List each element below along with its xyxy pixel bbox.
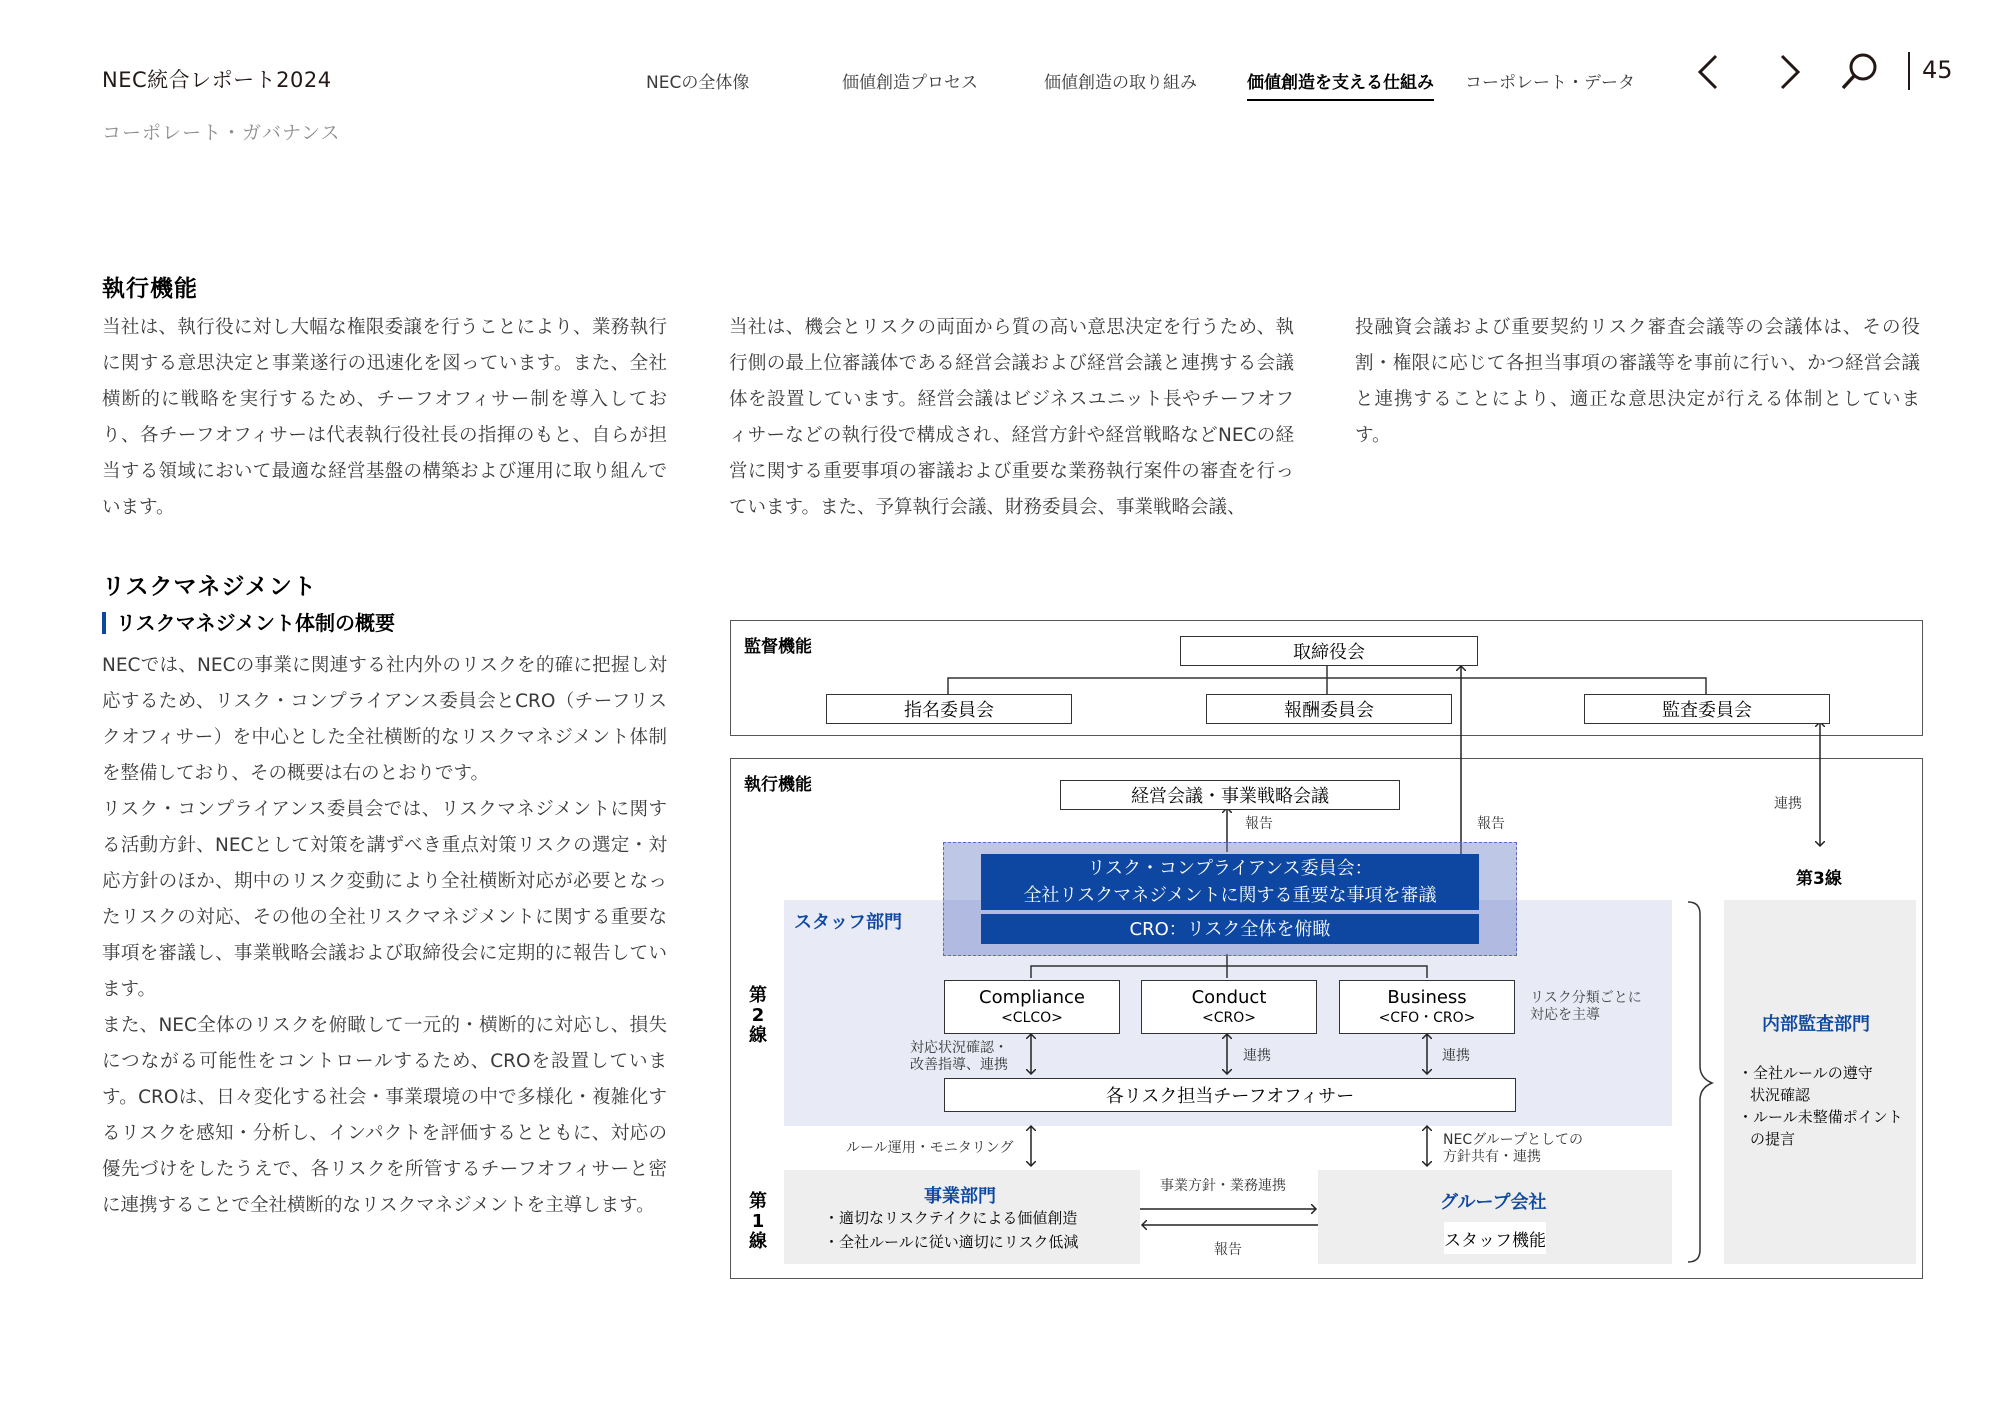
chief-officers-box: 各リスク担当チーフオフィサー — [944, 1078, 1516, 1112]
tab-supporting-mechanisms[interactable]: 価値創造を支える仕組み — [1247, 68, 1434, 101]
page-number: 45 — [1922, 56, 1953, 84]
staff-dept-label: スタッフ部門 — [794, 912, 902, 933]
renkei-business-label: 連携 — [1442, 1048, 1470, 1064]
compliance-officer: <CLCO> — [1001, 1010, 1063, 1026]
by-category-note — [1530, 990, 1642, 1024]
management-meeting-box: 経営会議・事業戦略会議 — [1060, 780, 1400, 810]
ia-bullet-1: ・全社ルールの遵守 — [1738, 1064, 1873, 1082]
execution-col3: 投融資会議および重要契約リスク審査会議等の会議体は、その役割・権限に応じて各担当事項の審議等を事前に行い、かつ経営会議と連携することにより、適正な意思決定が行える体制としています。 — [1355, 317, 1920, 446]
execution-col2: 当社は、機会とリスクの両面から質の高い意思決定を行うため、執行側の最上位審議体である経営会議および経営会議と連携する会議体を設置しています。経営会議はビジネスユニット長やチーフオフィサーなどの執行役で構成され、経営方針や経営戦略などNECの経営に関する重要事項の審議および重要な業務執行案件の審査を行っています。また、予算執行会議、財務委員会、事業戦略会議、 — [729, 317, 1294, 518]
cro-box: CRO：リスク全体を俯瞰 — [981, 914, 1479, 944]
check-2: 改善指導、連携 — [910, 1057, 1008, 1073]
second-line-label: 第 2 線 — [749, 985, 767, 1046]
nomination-committee-box: 指名委員会 — [826, 694, 1072, 724]
rule-monitoring-label: ルール運用・モニタリング — [846, 1140, 1014, 1156]
by-category-2: 対応を主導 — [1530, 1007, 1600, 1023]
ia-bullet-1b: 状況確認 — [1750, 1086, 1811, 1104]
ia-bullet-2: ・ルール未整備ポイント — [1738, 1108, 1903, 1126]
business-bullet-2: ・全社ルールに従い適切にリスク低減 — [824, 1233, 1079, 1251]
tab-nec-overview[interactable]: NECの全体像 — [646, 73, 750, 93]
risk-p2: リスク・コンプライアンス委員会では、リスクマネジメントに関する活動方針、NECとして対策を講ずべき重点対策リスクの選定・対応方針のほか、期中のリスク変動により全社横断対応が必要となったリスクの対応、その他の全社リスクマネジメントに関する重要な事項を審議し、事業戦略会議および取締役会に定期的に報告しています。 — [102, 799, 667, 1000]
compliance-box — [944, 980, 1120, 1034]
tab-value-creation-process[interactable]: 価値創造プロセス — [842, 73, 978, 93]
supervision-label: 監督機能 — [744, 637, 812, 657]
check-note — [910, 1040, 1008, 1074]
internal-audit-bullets — [1738, 1062, 1903, 1150]
business-dept-label: 事業部門 — [924, 1186, 996, 1207]
business-bullet-1: ・適切なリスクテイクによる価値創造 — [824, 1209, 1078, 1227]
audit-committee-box: 監査委員会 — [1584, 694, 1830, 724]
execution-col1: 当社は、執行役に対し大幅な権限委譲を行うことにより、業務執行に関する意思決定と事業遂行の迅速化を図っています。また、全社横断的に戦略を実行するため、チーフオフィサー制を導入しており、各チーフオフィサーは代表執行役社長の指揮のもと、自らが担当する領域において最適な経営基盤の構築および運用に取り組んでいます。 — [102, 317, 667, 518]
execution-frame-label: 執行機能 — [744, 775, 812, 795]
group-share-note — [1443, 1132, 1583, 1166]
rc-line1: リスク・コンプライアンス委員会： — [1087, 858, 1373, 879]
business-policy-label: 事業方針・業務連携 — [1160, 1178, 1286, 1194]
compliance-title: Compliance — [979, 987, 1085, 1008]
staff-function-box: スタッフ機能 — [1444, 1222, 1546, 1254]
internal-audit-label: 内部監査部門 — [1762, 1014, 1870, 1035]
by-category-1: リスク分類ごとに — [1530, 990, 1642, 1006]
execution-heading: 執行機能 — [102, 276, 198, 302]
risk-subheading: リスクマネジメント体制の概要 — [102, 612, 395, 634]
first-line-label: 第 1 線 — [749, 1191, 767, 1252]
risk-p1: NECでは、NECの事業に関連する社内外のリスクを的確に把握し対応するため、リスク・コンプライアンス委員会とCRO（チーフリスクオフィサー）を中心とした全社横断的なリスクマネジメント体制を整備しており、その概要は右のとおりです。 — [102, 655, 667, 784]
third-line-label: 第3線 — [1796, 869, 1842, 889]
business-title: Business — [1387, 987, 1467, 1008]
section-breadcrumb: コーポレート・ガバナンス — [102, 122, 341, 144]
report-label-mgmt: 報告 — [1245, 816, 1273, 832]
report-label-board: 報告 — [1477, 816, 1505, 832]
risk-compliance-committee-box — [981, 854, 1479, 910]
rc-line2: 全社リスクマネジメントに関する重要な事項を審議 — [1023, 885, 1437, 906]
risk-heading: リスクマネジメント — [102, 574, 317, 600]
document-title: NEC統合レポート2024 — [102, 68, 332, 92]
tab-value-creation-initiatives[interactable]: 価値創造の取り組み — [1044, 73, 1197, 93]
risk-p3: また、NEC全体のリスクを俯瞰して一元的・横断的に対応し、損失につながる可能性をコントロールするため、CROを設置しています。CROは、日々変化する社会・事業環境の中で多様化・複雑化するリスクを感知・分析し、インパクトを評価するとともに、対応の優先づけをしたうえで、各リスクを所管するチーフオフィサーと密に連携することで全社横断的なリスクマネジメントを主導します。 — [102, 1015, 667, 1216]
group-share-1: NECグループとしての — [1443, 1132, 1583, 1148]
conduct-title: Conduct — [1191, 987, 1267, 1008]
business-officer: <CFO・CRO> — [1378, 1010, 1476, 1026]
group-share-2: 方針共有・連携 — [1443, 1149, 1541, 1165]
renkei-conduct-label: 連携 — [1243, 1048, 1271, 1064]
ia-bullet-2b: の提言 — [1750, 1130, 1796, 1148]
business-report-label: 報告 — [1214, 1242, 1242, 1258]
group-company-label: グループ会社 — [1440, 1192, 1547, 1213]
conduct-officer: <CRO> — [1202, 1010, 1256, 1026]
compensation-committee-box: 報酬委員会 — [1206, 694, 1452, 724]
renkei-audit-label: 連携 — [1774, 796, 1802, 812]
check-1: 対応状況確認・ — [910, 1040, 1008, 1056]
business-box — [1339, 980, 1515, 1034]
board-of-directors-box: 取締役会 — [1180, 636, 1478, 666]
conduct-box — [1141, 980, 1317, 1034]
tab-corporate-data[interactable]: コーポレート・データ — [1465, 73, 1635, 93]
